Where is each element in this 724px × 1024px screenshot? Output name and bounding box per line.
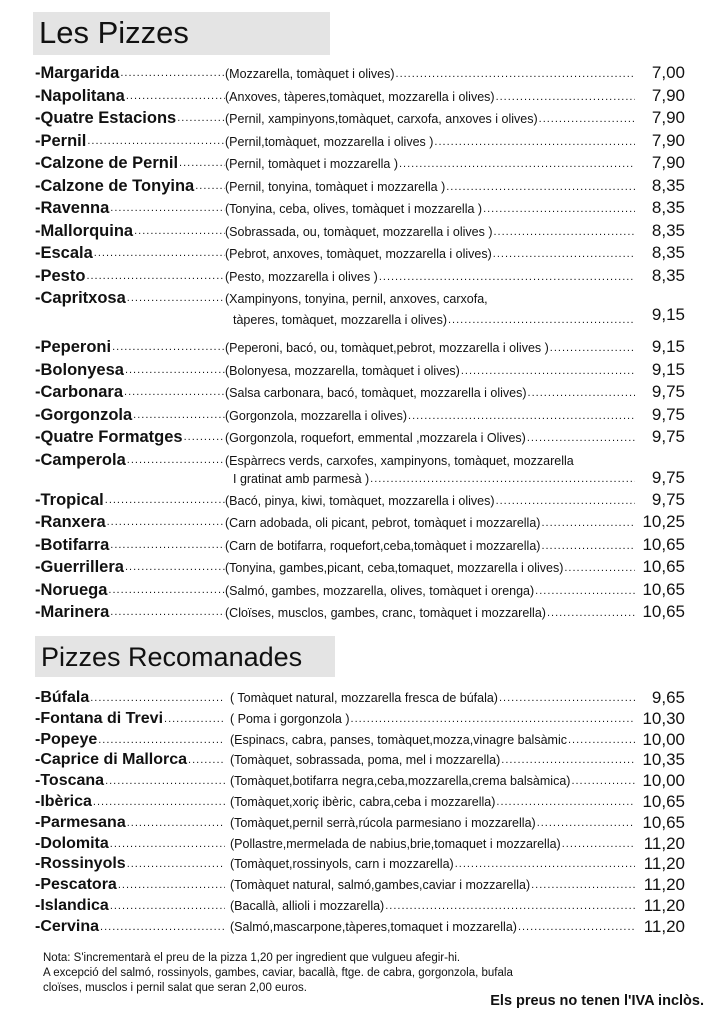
item-name: -Islandica — [35, 896, 109, 914]
dot-leader — [107, 511, 225, 533]
item-name-cell — [35, 601, 225, 623]
item-description-cell — [225, 339, 635, 357]
item-description: (Gorgonzola, roquefort, emmental ,mozzarela i Olives) — [225, 431, 526, 445]
item-description-cell — [230, 835, 635, 853]
item-name: -Caprice di Mallorca — [35, 751, 188, 769]
item-description: (Tomàquet,pernil serrà,rúcola parmesiano i mozzarella) — [230, 815, 536, 830]
item-description: (Gorgonzola, mozzarella i olives) — [225, 408, 408, 423]
item-description-cell — [225, 514, 635, 532]
dot-leader — [125, 359, 225, 381]
dot-leader — [124, 381, 225, 403]
item-description: (Bacó, pinya, kiwi, tomàquet, mozzarella i olives) — [225, 493, 495, 508]
item-name: -Gorgonzola — [35, 405, 133, 424]
dot-leader — [127, 287, 225, 309]
item-description-cell — [225, 537, 635, 555]
item-description: (Xampinyons, tonyina, pernil, anxoves, carxofa, — [225, 292, 488, 306]
menu-item — [35, 579, 685, 602]
menu-item — [35, 197, 685, 220]
dot-leader — [112, 336, 225, 358]
item-description-cell — [225, 178, 635, 196]
item-name-cell — [35, 709, 225, 729]
dot-leader — [110, 534, 225, 556]
item-description: (Sobrassada, ou, tomàquet, mozzarella i olives ) — [225, 224, 493, 239]
item-name: -Fontana di Trevi — [35, 709, 164, 727]
item-name-cell — [35, 130, 225, 152]
item-description-cell — [230, 897, 635, 915]
item-description: (Tomàquet natural, salmó,gambes,caviar i mozzarella) — [230, 878, 531, 893]
recommended-pizza-list — [35, 688, 685, 938]
menu-item — [35, 750, 685, 771]
item-name-cell — [35, 854, 225, 874]
menu-item — [35, 404, 685, 427]
item-name: -Marinera — [35, 603, 110, 621]
dot-leader — [539, 110, 635, 128]
item-name-cell — [35, 336, 225, 358]
item-price: 8,35 — [651, 175, 685, 195]
item-price: 8,35 — [651, 243, 685, 262]
item-name-cell — [35, 917, 225, 937]
dot-leader — [110, 197, 225, 219]
item-description: (Espàrrecs verds, carxofes, xampinyons, tomàquet, mozzarella — [225, 453, 574, 468]
menu-item — [35, 381, 685, 404]
menu-item — [35, 62, 685, 85]
dot-leader — [110, 834, 225, 854]
menu-item — [35, 336, 685, 359]
dot-leader — [564, 559, 635, 577]
item-price: 8,35 — [651, 198, 685, 217]
item-description-cell — [230, 876, 635, 894]
item-price: 10,30 — [642, 708, 685, 728]
menu-item — [35, 130, 685, 153]
dot-leader — [501, 751, 635, 769]
item-description: (Tomàquet,botifarra negra,ceba,mozzarella,crema balsàmica) — [230, 774, 571, 789]
item-description-cell — [225, 407, 635, 425]
item-name-cell — [35, 359, 225, 381]
menu-item — [35, 489, 685, 512]
item-name: -Ravenna — [35, 199, 110, 217]
dot-leader — [134, 220, 225, 242]
item-name: -Popeye — [35, 730, 98, 748]
item-price: 10,00 — [642, 771, 685, 791]
item-price: 9,75 — [651, 404, 685, 424]
item-description-cell — [225, 582, 635, 600]
section-title-pizzes-recomanades: Pizzes Recomanades — [35, 636, 335, 677]
dot-leader — [98, 730, 225, 750]
menu-item — [35, 601, 685, 624]
dot-leader — [550, 339, 635, 357]
item-price: 10,65 — [642, 579, 685, 599]
item-name-cell — [35, 220, 225, 242]
item-price: 9,15 — [651, 337, 685, 356]
menu-item — [35, 220, 685, 243]
menu-item — [35, 152, 685, 175]
dot-leader — [535, 582, 635, 600]
item-description: (Pebrot, anxoves, tomàquet, mozzarella i olives) — [225, 247, 492, 261]
item-name-cell — [35, 688, 225, 708]
item-name: -Cervina — [35, 917, 100, 935]
item-price: 10,00 — [642, 729, 685, 749]
item-description-cell — [225, 133, 635, 151]
dot-leader — [499, 689, 635, 707]
item-price: 9,75 — [651, 382, 685, 401]
item-description: (Tonyina, ceba, olives, tomàquet i mozzarella ) — [225, 202, 483, 216]
item-name: -Calzone de Pernil — [35, 154, 179, 172]
item-name-cell — [35, 381, 225, 403]
menu-item — [35, 730, 685, 751]
dot-leader — [399, 155, 635, 173]
item-description-cell — [225, 268, 635, 286]
dot-leader — [126, 85, 225, 107]
item-description-cell — [225, 604, 635, 622]
item-description: (Carn de botifarra, roquefort,ceba,tomàquet i mozzarella) — [225, 538, 541, 553]
item-name-cell — [35, 875, 225, 895]
item-price: 10,25 — [642, 512, 685, 531]
menu-item — [35, 792, 685, 813]
item-description-cell — [225, 384, 635, 402]
item-description-cell — [225, 110, 635, 128]
item-description-cell — [230, 772, 635, 790]
item-description-cell — [225, 223, 635, 241]
dot-leader — [568, 731, 635, 749]
dot-leader — [127, 813, 225, 833]
dot-leader — [127, 854, 225, 874]
item-name-cell — [35, 813, 225, 833]
item-price: 10,65 — [642, 791, 685, 811]
section-title-les-pizzes: Les Pizzes — [33, 12, 330, 55]
dot-leader — [133, 404, 225, 426]
menu-item — [35, 875, 685, 896]
item-price: 10,65 — [642, 812, 685, 832]
item-description: (Pesto, mozzarella i olives ) — [225, 269, 378, 284]
menu-item — [35, 359, 685, 382]
dot-leader — [188, 750, 225, 770]
item-description: (Pernil, tonyina, tomàquet i mozzarella ) — [225, 179, 446, 194]
item-description: (Salmó,mascarpone,tàperes,tomaquet i mozzarella) — [230, 919, 517, 934]
dot-leader — [110, 601, 225, 623]
dot-leader — [528, 384, 635, 402]
item-description-cell — [225, 290, 635, 308]
item-price: 10,65 — [642, 534, 685, 554]
item-description: (Espinacs, cabra, panses, tomàquet,mozza,vinagre balsàmic — [230, 732, 567, 747]
item-name: -Quatre Estacions — [35, 109, 177, 127]
item-description-cell — [230, 710, 635, 728]
item-description: (Tonyina, gambes,picant, ceba,tomaquet, mozzarella i olives) — [225, 561, 564, 575]
menu-item — [35, 534, 685, 557]
menu-item — [35, 854, 685, 875]
item-description-cell — [225, 362, 635, 380]
item-name-cell — [35, 197, 225, 219]
item-description: (Mozzarella, tomàquet i olives) — [225, 67, 395, 81]
item-name: -Rossinyols — [35, 855, 126, 873]
item-name: -Pescatora — [35, 876, 117, 894]
item-description-cell — [230, 751, 635, 769]
dot-leader — [547, 604, 635, 622]
dot-leader — [496, 492, 635, 510]
item-name-cell — [35, 771, 225, 791]
item-price: 10,65 — [642, 602, 685, 621]
item-description: (Pernil, tomàquet i mozzarella ) — [225, 157, 398, 171]
dot-leader — [537, 814, 635, 832]
item-description-cell — [225, 155, 635, 173]
item-name: -Dolomita — [35, 834, 109, 852]
item-description: (Tomàquet,xoriç ibèric, cabra,ceba i mozzarella) — [230, 794, 496, 809]
item-name: -Escala — [35, 244, 93, 262]
item-name-cell — [35, 730, 225, 750]
item-description: (Salsa carbonara, bacó, tomàquet, mozzarella i olives) — [225, 386, 527, 400]
item-name: -Carbonara — [35, 383, 124, 401]
dot-leader — [461, 362, 635, 380]
menu-item — [35, 813, 685, 834]
dot-leader — [571, 772, 635, 790]
note-line: Nota: S'incrementarà el preu de la pizza 1,20 per ingredient que vulgueu afegir-hi. — [43, 952, 461, 964]
pizza-list — [35, 62, 685, 624]
item-name-cell — [35, 750, 225, 770]
menu-item — [35, 688, 685, 709]
item-name: -Noruega — [35, 580, 108, 599]
item-price: 9,15 — [651, 305, 685, 324]
item-description-cell — [225, 88, 635, 106]
menu-item — [35, 709, 685, 730]
dot-leader — [496, 793, 635, 811]
item-name: -Calzone de Tonyina — [35, 176, 195, 195]
dot-leader — [105, 771, 225, 791]
item-description-cell — [225, 245, 635, 263]
item-name-cell — [35, 792, 225, 812]
item-description-cell — [225, 452, 635, 470]
item-description-line2: I gratinat amb parmesà ) — [233, 471, 370, 486]
item-price: 9,15 — [651, 359, 685, 379]
item-description-cell — [225, 470, 635, 488]
item-price: 11,20 — [643, 833, 685, 853]
item-name: -Pernil — [35, 131, 87, 150]
item-name-cell — [35, 426, 225, 448]
menu-item — [35, 85, 685, 108]
item-description-cell — [230, 918, 635, 936]
dot-leader — [496, 88, 635, 106]
menu-item — [35, 107, 685, 130]
dot-leader — [108, 579, 225, 601]
item-price: 9,75 — [651, 467, 685, 487]
dot-leader — [110, 896, 225, 916]
item-price: 10,65 — [642, 557, 685, 576]
item-price: 7,90 — [651, 108, 685, 127]
dot-leader — [125, 556, 225, 578]
item-name: -Mallorquina — [35, 221, 134, 240]
item-price: 10,35 — [642, 750, 685, 770]
item-description: (Cloïses, musclos, gambes, cranc, tomàquet i mozzarella) — [225, 606, 546, 620]
dot-leader — [94, 242, 225, 264]
dot-leader — [105, 489, 225, 511]
dot-leader — [494, 223, 636, 241]
item-name: -Capritxosa — [35, 289, 126, 307]
item-name-cell — [35, 449, 225, 471]
item-price: 9,75 — [651, 427, 685, 446]
dot-leader — [541, 537, 635, 555]
item-name-cell — [35, 579, 225, 601]
item-description: (Tomàquet,rossinyols, carn i mozzarella) — [230, 857, 454, 872]
menu-item — [35, 771, 685, 792]
item-description-cell — [225, 429, 635, 447]
item-name-cell — [35, 489, 225, 511]
item-price: 7,90 — [651, 153, 685, 172]
item-description: (Peperoni, bacó, ou, tomàquet,pebrot, mozzarella i olives ) — [225, 341, 549, 355]
dot-leader — [408, 407, 635, 425]
menu-item — [35, 449, 685, 489]
menu-item — [35, 242, 685, 265]
menu-item — [35, 917, 685, 938]
item-description-cell — [225, 311, 635, 329]
menu-item — [35, 834, 685, 855]
item-name: -Parmesana — [35, 813, 126, 831]
dot-leader — [100, 917, 225, 937]
item-name-cell — [35, 404, 225, 426]
menu-item — [35, 426, 685, 449]
dot-leader — [195, 175, 225, 197]
item-name: -Toscana — [35, 772, 105, 790]
item-description: (Pernil, xampinyons,tomàquet, carxofa, anxoves i olives) — [225, 112, 538, 126]
item-description: (Salmó, gambes, mozzarella, olives, tomàquet i orenga) — [225, 583, 535, 598]
item-name-cell — [35, 62, 225, 84]
dot-leader — [379, 268, 635, 286]
dot-leader — [118, 875, 225, 895]
item-name: -Botifarra — [35, 535, 110, 554]
item-description-cell — [230, 793, 635, 811]
item-name-cell — [35, 896, 225, 916]
item-price: 7,90 — [651, 85, 685, 105]
item-name-cell — [35, 152, 225, 174]
item-description: (Pollastre,mermelada de nabius,brie,tomaquet i mozzarella) — [230, 836, 561, 851]
dot-leader — [385, 897, 635, 915]
item-price: 9,65 — [651, 688, 685, 707]
dot-leader — [483, 200, 635, 218]
item-name-cell — [35, 175, 225, 197]
dot-leader — [446, 178, 635, 196]
dot-leader — [541, 514, 635, 532]
item-description: ( Tomàquet natural, mozzarella fresca de búfala) — [230, 691, 498, 705]
iva-notice: Els preus no tenen l'IVA inclòs. — [490, 993, 704, 1009]
item-name-cell — [35, 85, 225, 107]
item-name: -Guerrillera — [35, 558, 124, 576]
item-description-cell — [225, 65, 635, 83]
dot-leader — [493, 245, 635, 263]
dot-leader — [120, 62, 225, 84]
dot-leader — [179, 152, 225, 174]
item-description: (Anxoves, tàperes,tomàquet, mozzarella i olives) — [225, 89, 495, 104]
item-description-cell — [230, 731, 635, 749]
item-description-cell — [225, 200, 635, 218]
item-description-cell — [230, 814, 635, 832]
item-name: -Pesto — [35, 266, 86, 285]
item-name-cell — [35, 107, 225, 129]
item-name: -Bolonyesa — [35, 360, 124, 379]
item-price: 11,20 — [643, 854, 685, 874]
item-price: 11,20 — [643, 916, 685, 936]
dot-leader — [448, 311, 635, 329]
item-name: -Quatre Formatges — [35, 428, 183, 446]
item-description: (Pernil,tomàquet, mozzarella i olives ) — [225, 134, 434, 149]
item-name-cell — [35, 265, 225, 287]
item-name-cell — [35, 834, 225, 854]
dot-leader — [518, 918, 635, 936]
item-description: (Carn adobada, oli picant, pebrot, tomàquet i mozzarella) — [225, 516, 541, 530]
item-name-cell — [35, 287, 225, 309]
dot-leader — [93, 792, 225, 812]
item-price: 11,20 — [643, 875, 685, 895]
item-name: -Napolitana — [35, 86, 125, 105]
item-description: ( Poma i gorgonzola ) — [230, 711, 350, 726]
menu-item — [35, 556, 685, 579]
dot-leader — [370, 470, 635, 488]
item-name: -Margarida — [35, 64, 120, 82]
item-name-cell — [35, 534, 225, 556]
dot-leader — [87, 130, 225, 152]
item-name-cell — [35, 556, 225, 578]
dot-leader — [86, 265, 225, 287]
dot-leader — [90, 688, 225, 708]
dot-leader — [434, 133, 635, 151]
item-name: -Tropical — [35, 490, 104, 509]
item-price: 7,00 — [651, 63, 685, 82]
dot-leader — [164, 709, 225, 729]
item-name: -Ranxera — [35, 513, 106, 531]
item-description-cell — [230, 855, 635, 873]
item-price: 9,75 — [651, 489, 685, 509]
item-description: (Bacallà, allioli i mozzarella) — [230, 898, 385, 913]
dot-leader — [127, 449, 225, 471]
dot-leader — [177, 107, 225, 129]
price-note — [43, 951, 513, 996]
item-name: -Ibèrica — [35, 792, 92, 810]
item-name-cell — [35, 242, 225, 264]
item-description: (Bolonyesa, mozzarella, tomàquet i olives) — [225, 363, 460, 378]
item-price: 7,90 — [651, 130, 685, 150]
dot-leader — [351, 710, 635, 728]
note-line: A excepció del salmó, rossinyols, gambes, caviar, bacallà, ftge. de cabra, gorgonzola, bufala — [43, 967, 513, 979]
dot-leader — [455, 855, 635, 873]
dot-leader — [527, 429, 635, 447]
dot-leader — [562, 835, 635, 853]
dot-leader — [396, 65, 635, 83]
item-name: -Peperoni — [35, 338, 112, 356]
item-description-cell — [225, 492, 635, 510]
note-line: cloïses, musclos i pernil salat que seran 2,00 euros. — [43, 982, 307, 994]
menu-item — [35, 287, 685, 336]
menu-item — [35, 511, 685, 534]
item-price: 8,35 — [651, 265, 685, 285]
dot-leader — [531, 876, 635, 894]
item-name-cell — [35, 511, 225, 533]
menu-item — [35, 175, 685, 198]
item-description: (Tomàquet, sobrassada, poma, mel i mozzarella) — [230, 753, 501, 768]
item-description-line2: tàperes, tomàquet, mozzarella i olives) — [233, 313, 447, 327]
menu-item — [35, 265, 685, 288]
item-name: -Camperola — [35, 450, 126, 469]
dot-leader — [184, 426, 225, 448]
menu-item — [35, 896, 685, 917]
item-name: -Búfala — [35, 689, 90, 706]
item-description-cell — [225, 559, 635, 577]
item-price: 8,35 — [651, 220, 685, 240]
item-price: 11,20 — [643, 895, 685, 915]
item-description-cell — [230, 689, 635, 707]
